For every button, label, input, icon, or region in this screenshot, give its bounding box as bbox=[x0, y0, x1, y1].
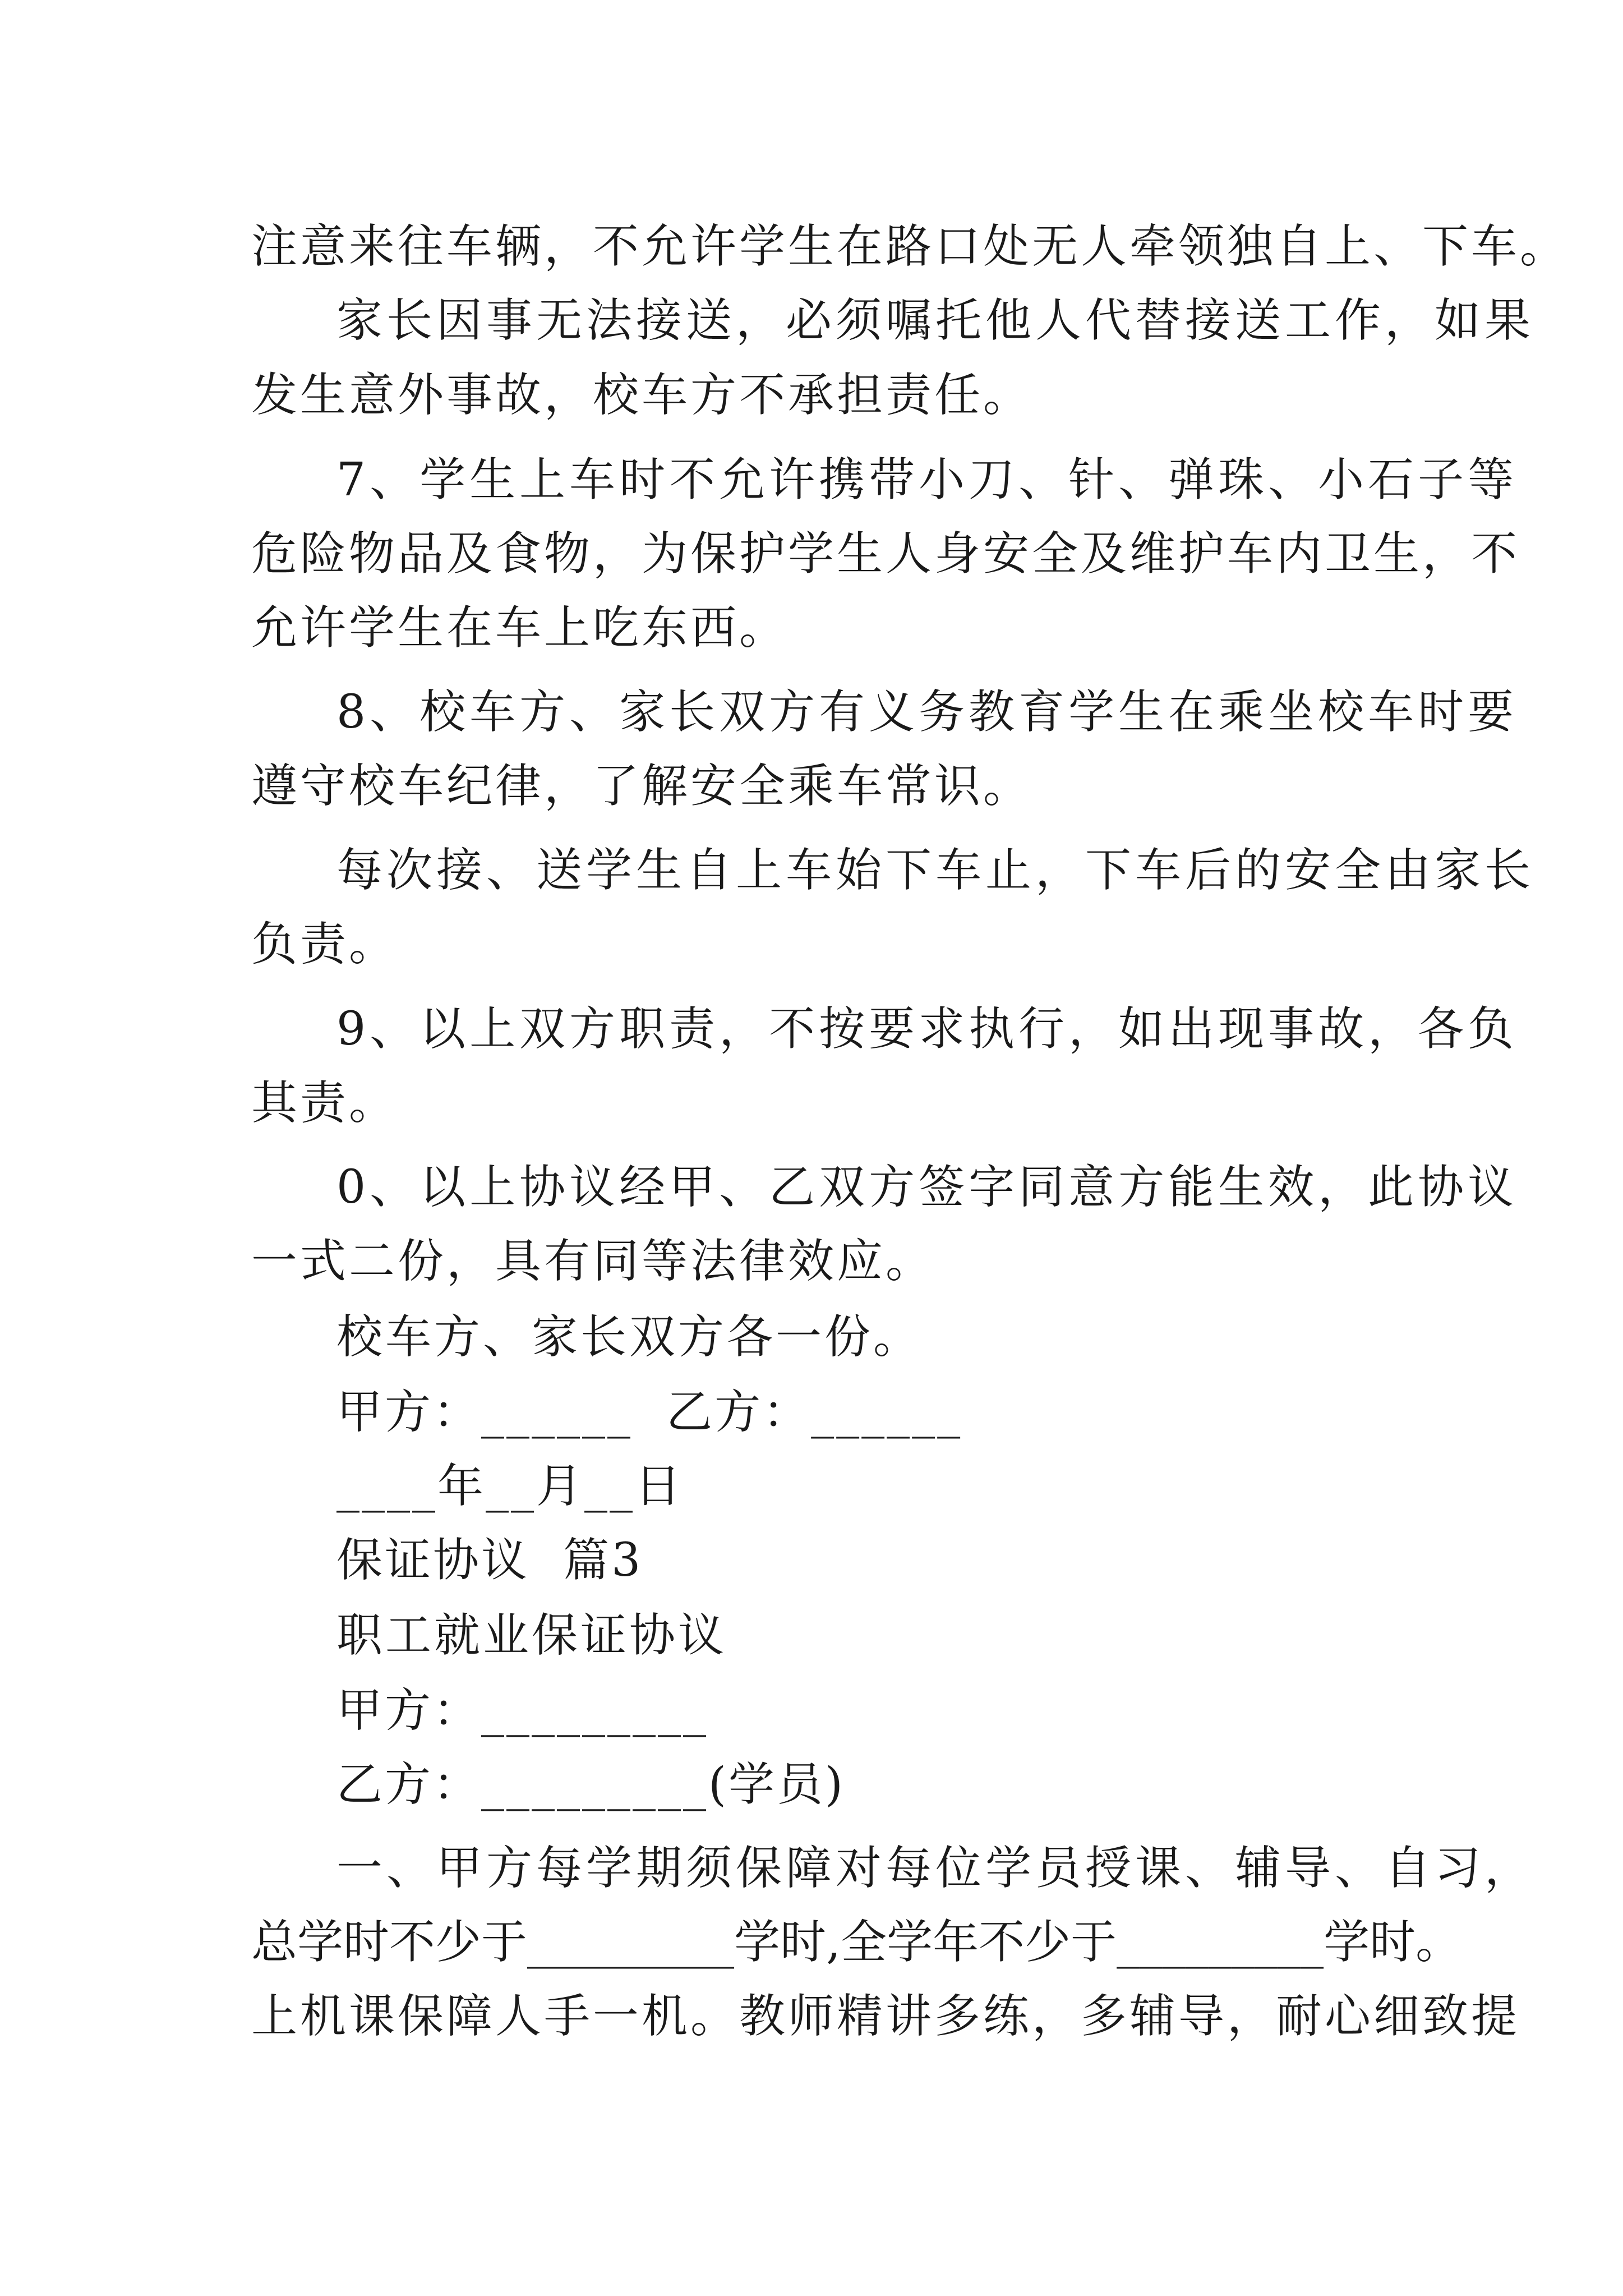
signature-line: 甲方：______ 乙方：______ bbox=[336, 1386, 963, 1439]
text-line: 允许学生在车上吃东西。 bbox=[251, 601, 789, 655]
text-line: 发生意外事故，校车方不承担责任。 bbox=[251, 369, 1032, 422]
text-line: 负责。 bbox=[251, 918, 398, 971]
text-line: 危险物品及食物，为保护学生人身安全及维护车内卫生，不 bbox=[251, 527, 1520, 581]
text-line: 总学时不少于_________学时,全学年不少于_________学时。 bbox=[251, 1916, 1462, 1969]
text-line: 7、学生上车时不允许携带小刀、针、弹珠、小石子等 bbox=[336, 453, 1518, 507]
section-heading: 保证协议 篇3 bbox=[336, 1534, 643, 1587]
text-line: 其责。 bbox=[251, 1076, 398, 1130]
agreement-title: 职工就业保证协议 bbox=[336, 1609, 727, 1662]
party-b-line: 乙方：_________(学员) bbox=[336, 1758, 845, 1811]
text-line: 上机课保障人手一机。教师精讲多练，多辅导，耐心细致提 bbox=[251, 1990, 1520, 2043]
text-line: 8、校车方、家长双方有义务教育学生在乘坐校车时要 bbox=[336, 685, 1518, 739]
text-line: 9、以上双方职责，不按要求执行，如出现事故，各负 bbox=[336, 1002, 1518, 1056]
text-line: 一式二份，具有同等法律效应。 bbox=[251, 1235, 935, 1288]
text-line: 注意来往车辆，不允许学生在路口处无人牵领独自上、下车。 bbox=[251, 220, 1569, 273]
party-a-line: 甲方：_________ bbox=[336, 1684, 709, 1737]
text-line: 遵守校车纪律，了解安全乘车常识。 bbox=[251, 760, 1032, 813]
text-line: 一、甲方每学期须保障对每位学员授课、辅导、自习， bbox=[336, 1842, 1535, 1895]
date-line: ____年__月__日 bbox=[336, 1460, 683, 1513]
text-line: 每次接、送学生自上车始下车止，下车后的安全由家长 bbox=[336, 844, 1535, 897]
text-line: 校车方、家长双方各一份。 bbox=[336, 1310, 923, 1364]
text-line: 家长因事无法接送，必须嘱托他人代替接送工作，如果 bbox=[336, 294, 1535, 347]
text-line: 0、以上协议经甲、乙双方签字同意方能生效，此协议 bbox=[336, 1161, 1518, 1214]
